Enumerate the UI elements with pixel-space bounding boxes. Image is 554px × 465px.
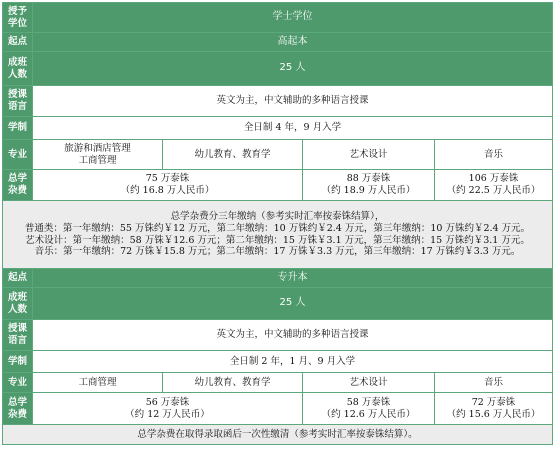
degree-value: 学士学位 [33, 3, 553, 33]
fee-thb: 106 万泰铢 [468, 173, 519, 185]
fee-thb: 88 万泰铢 [346, 173, 391, 185]
start-value: 高起本 [33, 33, 553, 52]
major-cell: 音乐 [435, 140, 553, 170]
start-value: 专升本 [33, 269, 553, 288]
major-label: 专业 [3, 373, 33, 393]
language-value: 英文为主，中文辅助的多种语言授课 [33, 320, 553, 351]
program-info-table [2, 2, 553, 445]
system-label: 学制 [3, 351, 33, 373]
language-label: 授课语言 [3, 86, 33, 117]
system-value: 全日制 4 年，9 月入学 [33, 117, 553, 140]
fee-rmb: （约 16.8 万人民币） [120, 185, 215, 196]
fee-cell [33, 393, 303, 425]
fee-thb: 75 万泰铢 [145, 173, 190, 185]
major-cell: 音乐 [435, 373, 553, 393]
major-cell: 工商管理 [33, 373, 163, 393]
language-value: 英文为主，中文辅助的多种语言授课 [33, 86, 553, 117]
fee-cell [33, 170, 303, 201]
major-cell: 艺术设计 [303, 373, 435, 393]
payment-note [3, 201, 553, 269]
degree-label: 授予学位 [3, 3, 33, 33]
major-cell: 艺术设计 [303, 140, 435, 170]
fee-label: 总学杂费 [3, 170, 33, 201]
fee-rmb: （约 12.6 万人民币） [321, 408, 416, 420]
fee-rmb: （约 15.6 万人民币） [446, 408, 541, 420]
fee-cell [303, 170, 435, 201]
payment-note [3, 425, 553, 445]
fee-rmb: （约 22.5 万人民币） [446, 185, 541, 196]
payment-note-line: 总学杂费在取得录取函后一次性缴清（参考实时汇率按泰铢结算）。 [137, 428, 418, 440]
start-label: 起点 [3, 269, 33, 288]
fee-cell [435, 393, 553, 425]
fee-thb: 58 万泰铢 [346, 396, 391, 408]
payment-note-line: 总学杂费分三年缴纳（参考实时汇率按泰铢结算）， [170, 210, 385, 222]
major-cell: 旅游和酒店管理 工商管理 [33, 140, 163, 170]
payment-note-line: 音乐：第一年缴纳：72 万铢￥15.8 万元；第二年缴纳：17 万铢￥3.3 万元，第三年缴纳：17 万铢约￥3.3 万元。 [34, 246, 521, 258]
system-value: 全日制 2 年，1 月、9 月入学 [33, 351, 553, 373]
class-size-label: 成班人数 [3, 52, 33, 86]
fee-thb: 56 万泰铢 [145, 396, 190, 408]
start-label: 起点 [3, 33, 33, 52]
fee-rmb: （约 12 万人民币） [125, 408, 210, 420]
payment-note-line: 普通类：第一年缴纳：55 万铢约￥12 万元，第二年缴纳：10 万铢约￥2.4 万元，第三年缴纳：10 万铢约￥2.4 万元。 [24, 222, 531, 234]
system-label: 学制 [3, 117, 33, 140]
language-label: 授课语言 [3, 320, 33, 351]
fee-label: 总学杂费 [3, 393, 33, 425]
class-size-label: 成班人数 [3, 288, 33, 320]
payment-note-line: 艺术设计：第一年缴纳：58 万铢￥12.6 万元；第二年缴纳：15 万铢￥3.1 万元，第三年缴纳：15 万铢约￥3.1 万元。 [25, 234, 530, 246]
fee-rmb: （约 18.9 万人民币） [321, 185, 416, 196]
fee-thb: 72 万泰铢 [471, 396, 516, 408]
class-size-value: 25 人 [33, 288, 553, 320]
fee-cell [435, 170, 553, 201]
major-cell: 幼儿教育、教育学 [163, 140, 303, 170]
major-cell: 幼儿教育、教育学 [163, 373, 303, 393]
major-label: 专业 [3, 140, 33, 170]
class-size-value: 25 人 [33, 52, 553, 86]
fee-cell [303, 393, 435, 425]
